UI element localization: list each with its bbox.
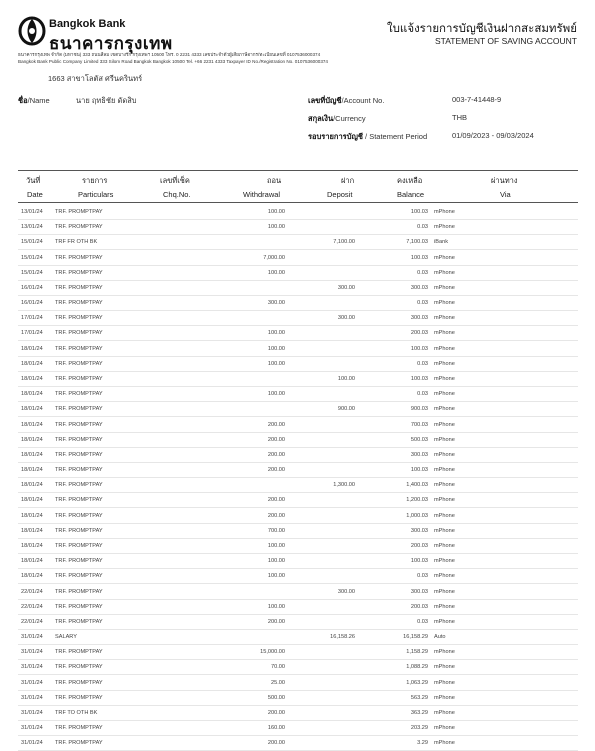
row-date: 15/01/24 [21,239,43,246]
row-withdrawal: 200.00 [267,467,285,474]
table-row [18,524,578,539]
row-via: mPhone [434,421,455,428]
row-balance: 1,000.03 [406,512,428,519]
row-withdrawal: 200.00 [267,451,285,458]
col-balance-en: Balance [397,190,425,199]
row-particulars: TRF. PROMPTPAY [55,512,103,519]
row-date: 31/01/24 [21,649,43,656]
table-row [18,539,578,554]
row-deposit: 7,100.00 [333,239,355,246]
row-withdrawal: 15,000.00 [260,649,285,656]
row-balance: 7,100.03 [406,239,428,246]
row-balance: 300.03 [410,284,428,291]
row-particulars: TRF. PROMPTPAY [55,360,103,367]
brand-name-en: Bangkok Bank [49,18,126,30]
row-particulars: TRF. PROMPTPAY [55,330,103,337]
account-no-label: เลขที่บัญชี/Account No. [308,96,385,105]
row-via: mPhone [434,709,455,716]
row-particulars: TRF. PROMPTPAY [55,269,103,276]
row-date: 18/01/24 [21,558,43,565]
statement-period-label: รอบรายการบัญชี / Statement Period [308,132,428,141]
row-particulars: TRF. PROMPTPAY [55,421,103,428]
row-withdrawal: 100.00 [267,603,285,610]
row-balance: 1,400.03 [406,482,428,489]
row-particulars: TRF. PROMPTPAY [55,694,103,701]
row-via: mPhone [434,436,455,443]
row-balance: 300.03 [410,451,428,458]
row-balance: 200.03 [410,330,428,337]
row-date: 17/01/24 [21,330,43,337]
row-via: mPhone [434,284,455,291]
row-date: 22/01/24 [21,603,43,610]
row-particulars: TRF. PROMPTPAY [55,391,103,398]
currency-label: สกุลเงิน/Currency [308,114,366,123]
row-balance: 100.03 [410,209,428,215]
row-deposit: 900.00 [337,406,355,413]
row-via: mPhone [434,725,455,732]
branch-name: 1663 สาขาโลตัส ศรีนครินทร์ [48,74,143,83]
col-withdrawal-en: Withdrawal [243,190,281,199]
row-particulars: TRF. PROMPTPAY [55,558,103,565]
col-date-en: Date [27,190,43,199]
row-particulars: TRF. PROMPTPAY [55,679,103,686]
table-row [18,645,578,660]
row-particulars: TRF FR OTH BK [55,239,98,246]
row-balance: 900.03 [410,406,428,413]
col-via-th: ผ่านทาง [491,176,518,185]
table-row [18,220,578,235]
row-withdrawal: 100.00 [267,209,285,215]
table-row [18,402,578,417]
table-row [18,660,578,675]
row-balance: 0.03 [417,391,428,398]
col-balance-th: คงเหลือ [397,176,423,185]
row-date: 13/01/24 [21,224,43,231]
row-withdrawal: 300.00 [267,300,285,307]
row-via: mPhone [434,679,455,686]
row-deposit: 300.00 [337,588,355,595]
row-particulars: TRF. PROMPTPAY [55,603,103,610]
row-via: iBank [434,239,448,246]
table-row [18,554,578,569]
col-via-en: Via [500,190,511,199]
row-balance: 3.29 [417,740,428,747]
col-particulars-th: รายการ [82,176,108,185]
row-deposit: 300.00 [337,315,355,322]
table-row [18,205,578,220]
table-row [18,493,578,508]
row-date: 31/01/24 [21,725,43,732]
currency-value: THB [452,113,467,122]
row-date: 18/01/24 [21,391,43,398]
table-row [18,372,578,387]
row-date: 31/01/24 [21,709,43,716]
row-date: 22/01/24 [21,618,43,625]
table-header-rule [18,202,578,203]
row-via: mPhone [434,209,455,215]
statement-title-th: ใบแจ้งรายการบัญชีเงินฝากสะสมทรัพย์ [387,23,577,35]
row-particulars: TRF. PROMPTPAY [55,451,103,458]
row-via: mPhone [434,467,455,474]
table-row [18,736,578,751]
row-balance: 0.03 [417,269,428,276]
row-withdrawal: 160.00 [267,725,285,732]
row-withdrawal: 100.00 [267,542,285,549]
row-particulars: TRF. PROMPTPAY [55,542,103,549]
row-date: 18/01/24 [21,406,43,413]
row-withdrawal: 200.00 [267,436,285,443]
row-withdrawal: 200.00 [267,740,285,747]
table-row [18,357,578,372]
account-holder-name: นาย ฤทธิชัย ดัดสิบ [76,96,137,105]
account-no-value: 003-7-41448-9 [452,95,502,104]
row-date: 18/01/24 [21,573,43,580]
row-date: 17/01/24 [21,315,43,322]
table-row [18,676,578,691]
bank-address-en: Bangkok Bank Public Company Limited 333 Silom Road Bangkok Bangkok 10500 Tel. +66 2231 4333 Taxpayer ID No./Registration No. 0107536000374 [18,59,328,64]
table-row [18,691,578,706]
row-via: mPhone [434,254,455,261]
row-date: 18/01/24 [21,345,43,352]
row-date: 13/01/24 [21,209,43,215]
row-withdrawal: 200.00 [267,497,285,504]
row-via: mPhone [434,269,455,276]
row-withdrawal: 100.00 [267,360,285,367]
row-date: 18/01/24 [21,360,43,367]
row-date: 18/01/24 [21,421,43,428]
row-particulars: TRF. PROMPTPAY [55,209,103,215]
col-chq-th: เลขที่เช็ค [160,176,190,185]
row-particulars: TRF. PROMPTPAY [55,284,103,291]
row-via: mPhone [434,315,455,322]
col-withdrawal-th: ถอน [267,176,282,185]
row-via: mPhone [434,406,455,413]
row-balance: 300.03 [410,527,428,534]
row-withdrawal: 100.00 [267,224,285,231]
row-deposit: 100.00 [337,375,355,382]
row-particulars: TRF. PROMPTPAY [55,482,103,489]
row-particulars: TRF. PROMPTPAY [55,254,103,261]
row-via: mPhone [434,740,455,747]
row-balance: 1,063.29 [406,679,428,686]
row-via: mPhone [434,558,455,565]
row-withdrawal: 500.00 [267,694,285,701]
row-deposit: 1,300.00 [333,482,355,489]
table-row [18,433,578,448]
row-particulars: TRF TO OTH BK [55,709,98,716]
table-top-rule [18,170,578,171]
row-via: mPhone [434,527,455,534]
table-row [18,326,578,341]
row-date: 16/01/24 [21,300,43,307]
row-via: mPhone [434,664,455,671]
row-balance: 363.29 [410,709,428,716]
row-particulars: TRF. PROMPTPAY [55,224,103,231]
row-particulars: TRF. PROMPTPAY [55,740,103,747]
row-withdrawal: 200.00 [267,709,285,716]
table-row [18,463,578,478]
table-row [18,281,578,296]
row-via: mPhone [434,542,455,549]
row-balance: 203.29 [410,725,428,732]
row-balance: 0.03 [417,224,428,231]
row-date: 15/01/24 [21,269,43,276]
row-via: mPhone [434,497,455,504]
row-particulars: TRF. PROMPTPAY [55,300,103,307]
row-particulars: TRF. PROMPTPAY [55,649,103,656]
row-withdrawal: 700.00 [267,527,285,534]
row-date: 16/01/24 [21,284,43,291]
row-via: mPhone [434,512,455,519]
row-date: 18/01/24 [21,436,43,443]
row-via: mPhone [434,330,455,337]
row-withdrawal: 70.00 [271,664,285,671]
table-row [18,418,578,433]
row-balance: 500.03 [410,436,428,443]
bank-logo-icon [18,16,46,46]
row-via: mPhone [434,603,455,610]
row-particulars: TRF. PROMPTPAY [55,375,103,382]
row-particulars: TRF. PROMPTPAY [55,467,103,474]
col-deposit-en: Deposit [327,190,353,199]
row-balance: 0.03 [417,573,428,580]
row-date: 18/01/24 [21,512,43,519]
row-balance: 1,158.29 [406,649,428,656]
row-withdrawal: 100.00 [267,391,285,398]
row-withdrawal: 100.00 [267,345,285,352]
row-balance: 100.03 [410,345,428,352]
bank-address-th: ธนาคารกรุงเทพ จำกัด (มหาชน) 333 ถนนสีลม เขตบางรัก กรุงเทพฯ 10500 โทร. 0 2231 4333 เลขประจำตัวผู้เสียภาษีอากร/ทะเบียนเลขที่ 0107536000374 [18,52,321,57]
row-particulars: TRF. PROMPTPAY [55,497,103,504]
table-row [18,721,578,736]
row-date: 18/01/24 [21,497,43,504]
row-balance: 0.03 [417,300,428,307]
row-withdrawal: 200.00 [267,618,285,625]
row-via: mPhone [434,451,455,458]
col-deposit-th: ฝาก [341,176,355,185]
table-row [18,296,578,311]
row-balance: 300.03 [410,588,428,595]
row-via: mPhone [434,300,455,307]
row-via: mPhone [434,391,455,398]
row-particulars: SALARY [55,634,77,641]
row-date: 18/01/24 [21,527,43,534]
table-row [18,235,578,250]
row-particulars: TRF. PROMPTPAY [55,527,103,534]
row-balance: 100.03 [410,375,428,382]
row-via: mPhone [434,588,455,595]
row-date: 31/01/24 [21,740,43,747]
row-withdrawal: 100.00 [267,573,285,580]
row-date: 31/01/24 [21,694,43,701]
row-withdrawal: 200.00 [267,512,285,519]
table-row [18,478,578,493]
row-withdrawal: 25.00 [271,679,285,686]
row-particulars: TRF. PROMPTPAY [55,315,103,322]
table-row [18,706,578,721]
row-via: mPhone [434,345,455,352]
row-via: mPhone [434,694,455,701]
row-balance: 200.03 [410,603,428,610]
row-via: mPhone [434,482,455,489]
table-row [18,615,578,630]
row-date: 31/01/24 [21,679,43,686]
row-withdrawal: 100.00 [267,269,285,276]
table-row [18,569,578,584]
row-date: 18/01/24 [21,451,43,458]
row-balance: 563.29 [410,694,428,701]
row-date: 15/01/24 [21,254,43,261]
row-balance: 100.03 [410,467,428,474]
row-particulars: TRF. PROMPTPAY [55,618,103,625]
statement-period-value: 01/09/2023 - 09/03/2024 [452,131,534,140]
brand-name-th: ธนาคารกรุงเทพ [49,34,173,53]
table-row [18,266,578,281]
row-deposit: 16,158.26 [330,634,355,641]
name-label: ชื่อ/Name [18,96,50,105]
table-row [18,630,578,645]
row-date: 31/01/24 [21,664,43,671]
table-row [18,311,578,326]
row-via: mPhone [434,375,455,382]
col-chq-en: Chq.No. [163,190,191,199]
row-balance: 1,088.29 [406,664,428,671]
row-balance: 300.03 [410,315,428,322]
row-balance: 0.03 [417,618,428,625]
row-particulars: TRF. PROMPTPAY [55,725,103,732]
row-via: mPhone [434,224,455,231]
row-date: 22/01/24 [21,588,43,595]
row-particulars: TRF. PROMPTPAY [55,406,103,413]
row-particulars: TRF. PROMPTPAY [55,436,103,443]
col-particulars-en: Particulars [78,190,114,199]
row-particulars: TRF. PROMPTPAY [55,588,103,595]
row-date: 18/01/24 [21,482,43,489]
row-via: Auto [434,634,446,641]
row-withdrawal: 200.00 [267,421,285,428]
table-row [18,342,578,357]
table-row [18,600,578,615]
row-particulars: TRF. PROMPTPAY [55,345,103,352]
table-row [18,448,578,463]
row-balance: 200.03 [410,542,428,549]
row-balance: 100.03 [410,254,428,261]
row-date: 31/01/24 [21,634,43,641]
row-particulars: TRF. PROMPTPAY [55,573,103,580]
table-row [18,251,578,266]
row-via: mPhone [434,649,455,656]
row-via: mPhone [434,618,455,625]
row-date: 18/01/24 [21,467,43,474]
row-deposit: 300.00 [337,284,355,291]
row-withdrawal: 100.00 [267,330,285,337]
col-date-th: วันที่ [26,176,41,185]
row-via: mPhone [434,573,455,580]
row-balance: 1,200.03 [406,497,428,504]
table-row [18,509,578,524]
statement-title-en: STATEMENT OF SAVING ACCOUNT [435,36,577,46]
row-via: mPhone [434,360,455,367]
row-withdrawal: 100.00 [267,558,285,565]
row-balance: 16,158.29 [403,634,428,641]
row-balance: 0.03 [417,360,428,367]
row-withdrawal: 7,000.00 [263,254,285,261]
row-balance: 700.03 [410,421,428,428]
table-row [18,585,578,600]
row-date: 18/01/24 [21,542,43,549]
row-date: 18/01/24 [21,375,43,382]
row-balance: 100.03 [410,558,428,565]
row-particulars: TRF. PROMPTPAY [55,664,103,671]
table-row [18,387,578,402]
